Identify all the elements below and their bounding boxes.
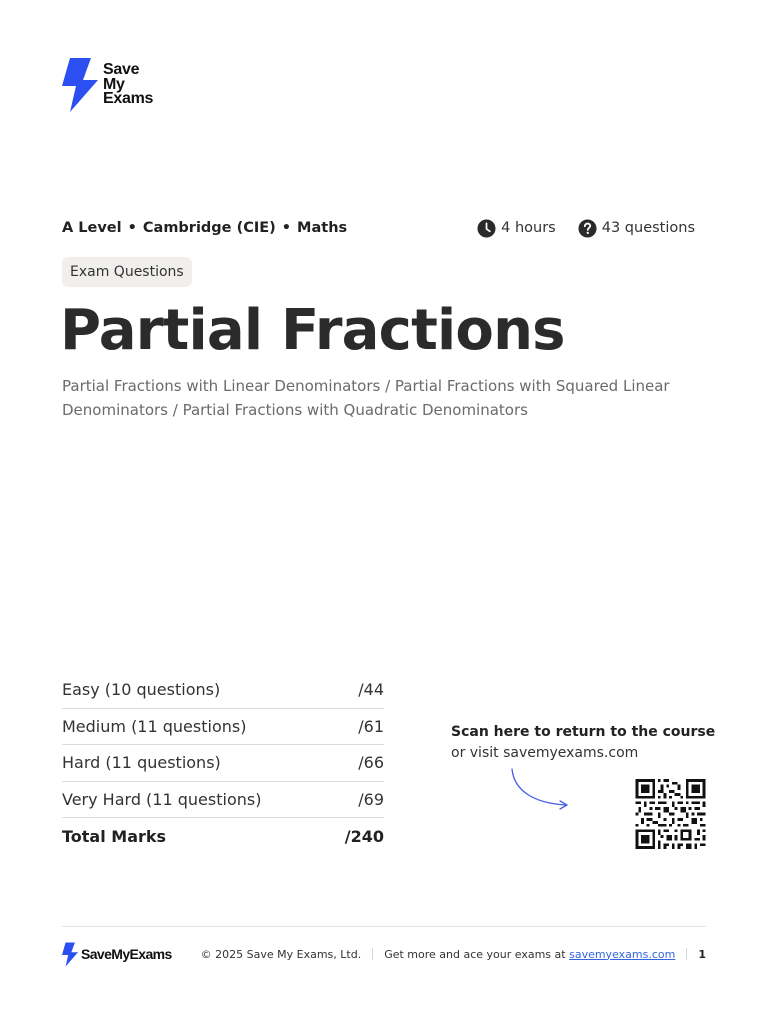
marks-row-label: Easy (10 questions) — [62, 680, 221, 700]
crumb-separator: • — [281, 220, 292, 236]
crumb-board: Cambridge (CIE) — [142, 220, 276, 236]
footer-cta-text: Get more and ace your exams at — [384, 947, 570, 961]
marks-total-row — [62, 818, 384, 855]
logo-line: Save — [103, 61, 140, 78]
footer — [62, 940, 706, 968]
marks-row-value: /66 — [358, 753, 384, 773]
breadcrumb — [62, 220, 347, 236]
exam-meta — [477, 219, 695, 238]
marks-row — [62, 782, 384, 819]
meta-row — [62, 217, 695, 239]
clock-icon — [477, 219, 496, 238]
marks-row — [62, 672, 384, 709]
footer-divider — [62, 926, 706, 927]
curved-arrow-icon — [505, 765, 575, 815]
page-title: Partial Fractions — [60, 298, 565, 363]
marks-table — [62, 672, 384, 855]
marks-row-value: /61 — [358, 716, 384, 736]
duration-info — [477, 219, 556, 238]
logo-text — [103, 58, 153, 107]
marks-row — [62, 745, 384, 782]
category-badge: Exam Questions — [62, 257, 192, 287]
brand-logo — [62, 58, 153, 112]
marks-row-value: /44 — [358, 680, 384, 700]
total-label: Total Marks — [62, 826, 167, 846]
marks-row — [62, 709, 384, 746]
footer-separator — [372, 948, 373, 960]
footer-info — [201, 948, 706, 961]
marks-row-label: Very Hard (11 questions) — [62, 789, 262, 809]
crumb-level: A Level — [62, 220, 122, 236]
logo-line: Exams — [103, 90, 154, 107]
scan-callout — [451, 722, 721, 764]
marks-row-value: /69 — [358, 789, 384, 809]
footer-separator — [686, 948, 687, 960]
scan-subtitle: or visit savemyexams.com — [451, 745, 639, 761]
duration-text: 4 hours — [501, 220, 556, 236]
questions-info — [578, 219, 695, 238]
page-number: 1 — [698, 947, 706, 961]
footer-brand-name: SaveMyExams — [81, 946, 172, 962]
marks-row-label: Medium (11 questions) — [62, 716, 247, 736]
copyright-text: © 2025 Save My Exams, Ltd. — [200, 947, 362, 961]
footer-logo — [62, 942, 172, 967]
bolt-icon — [62, 58, 98, 112]
scan-title: Scan here to return to the course — [451, 724, 716, 740]
topic-list: Partial Fractions with Linear Denominators / Partial Fractions with Squared Linear Denominators / Partial Fractions with Quadratic Denominators — [62, 377, 670, 419]
footer-cta — [384, 948, 675, 961]
footer-link[interactable]: savemyexams.com — [569, 947, 676, 961]
question-icon — [578, 219, 597, 238]
bolt-icon — [62, 942, 78, 967]
crumb-subject: Maths — [297, 220, 348, 236]
total-value: /240 — [344, 826, 384, 846]
questions-text: 43 questions — [601, 220, 695, 236]
marks-row-label: Hard (11 questions) — [62, 753, 221, 773]
crumb-separator: • — [127, 220, 137, 236]
logo-line: My — [103, 75, 125, 93]
qr-code[interactable] — [634, 779, 707, 849]
